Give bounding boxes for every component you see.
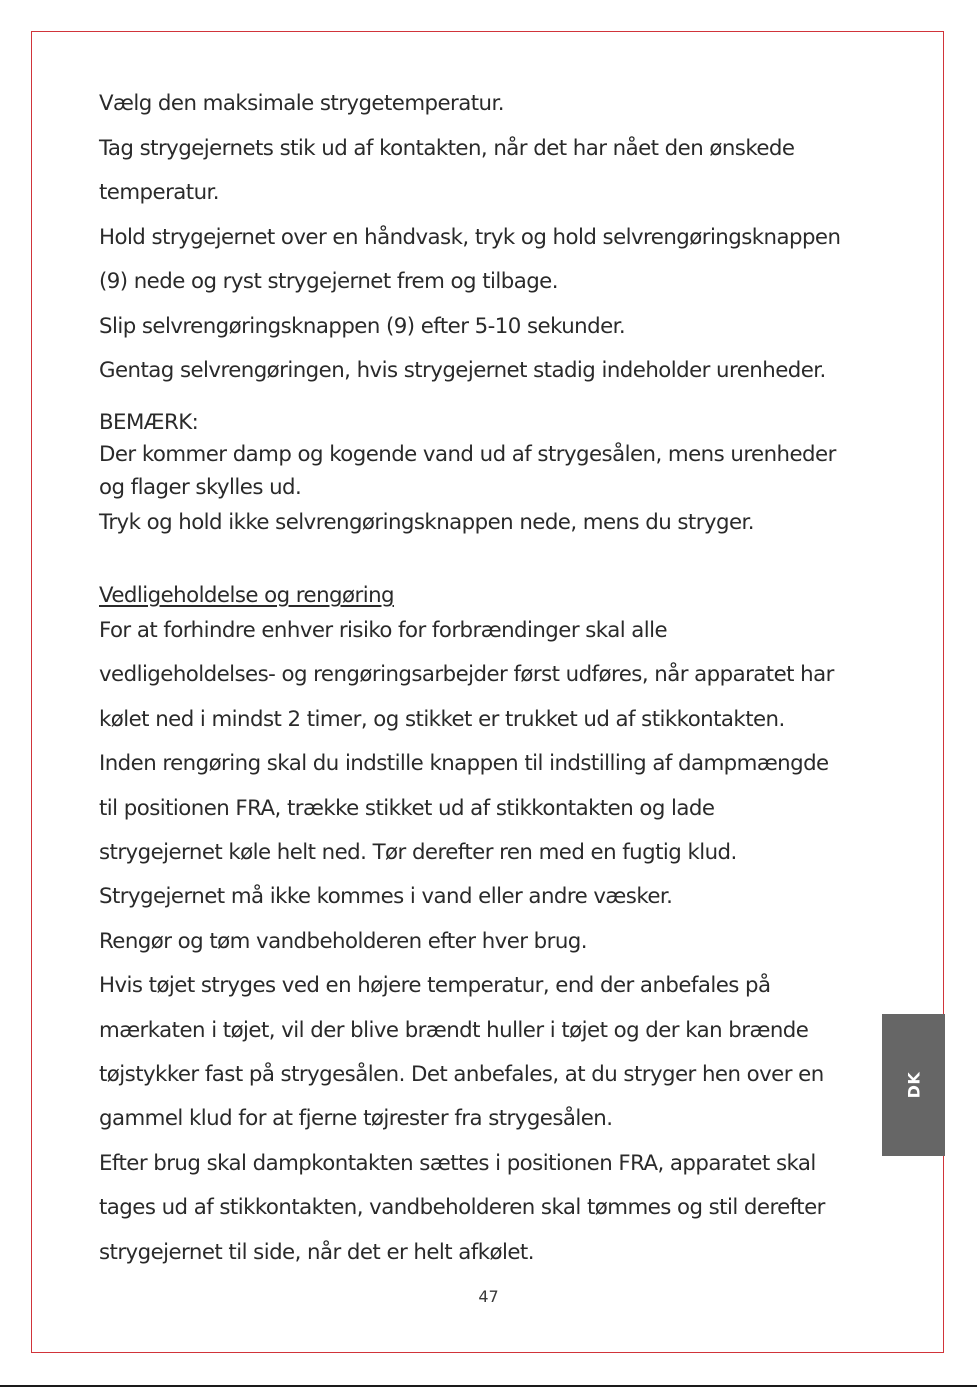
body-line: Gentag selvrengøringen, hvis strygejernet stadig indeholder urenheder. (99, 358, 826, 383)
body-line: Hold strygejernet over en håndvask, tryk og hold selvrengøringsknappen (99, 225, 841, 250)
note-line: og flager skylles ud. (99, 475, 302, 500)
body-line: mærkaten i tøjet, vil der blive brændt huller i tøjet og der kan brænde (99, 1018, 809, 1043)
body-line: strygejernet køle helt ned. Tør derefter ren med en fugtig klud. (99, 840, 737, 865)
body-line: Hvis tøjet stryges ved en højere temperatur, end der anbefales på (99, 973, 771, 998)
language-tab (882, 1014, 945, 1156)
body-line: gammel klud for at fjerne tøjrester fra strygesålen. (99, 1106, 613, 1131)
body-line: Efter brug skal dampkontakten sættes i positionen FRA, apparatet skal (99, 1151, 816, 1176)
note-label: BEMÆRK: (99, 410, 199, 435)
note-line: Der kommer damp og kogende vand ud af strygesålen, mens urenheder (99, 442, 836, 467)
body-line: Strygejernet må ikke kommes i vand eller andre væsker. (99, 884, 673, 909)
language-tab-label: DK (904, 1071, 923, 1099)
page-number: 47 (478, 1287, 499, 1306)
body-line: Vælg den maksimale strygetemperatur. (99, 91, 504, 116)
section-heading: Vedligeholdelse og rengøring (99, 583, 394, 608)
body-line: For at forhindre enhver risiko for forbrændinger skal alle (99, 618, 668, 643)
body-line: (9) nede og ryst strygejernet frem og tilbage. (99, 269, 558, 294)
body-line: kølet ned i mindst 2 timer, og stikket er trukket ud af stikkontakten. (99, 707, 785, 732)
body-line: Rengør og tøm vandbeholderen efter hver brug. (99, 929, 587, 954)
body-line: til positionen FRA, trække stikket ud af stikkontakten og lade (99, 796, 715, 821)
body-line: Slip selvrengøringsknappen (9) efter 5-10 sekunder. (99, 314, 626, 339)
body-line: tages ud af stikkontakten, vandbeholderen skal tømmes og stil derefter (99, 1195, 825, 1220)
body-line: tøjstykker fast på strygesålen. Det anbefales, at du stryger hen over en (99, 1062, 824, 1087)
body-line: vedligeholdelses- og rengøringsarbejder først udføres, når apparatet har (99, 662, 834, 687)
note-line: Tryk og hold ikke selvrengøringsknappen nede, mens du stryger. (99, 510, 754, 535)
body-line: strygejernet til side, når det er helt afkølet. (99, 1240, 534, 1265)
body-line: temperatur. (99, 180, 219, 205)
body-line: Inden rengøring skal du indstille knappen til indstilling af dampmængde (99, 751, 829, 776)
body-line: Tag strygejernets stik ud af kontakten, når det har nået den ønskede (99, 136, 795, 161)
